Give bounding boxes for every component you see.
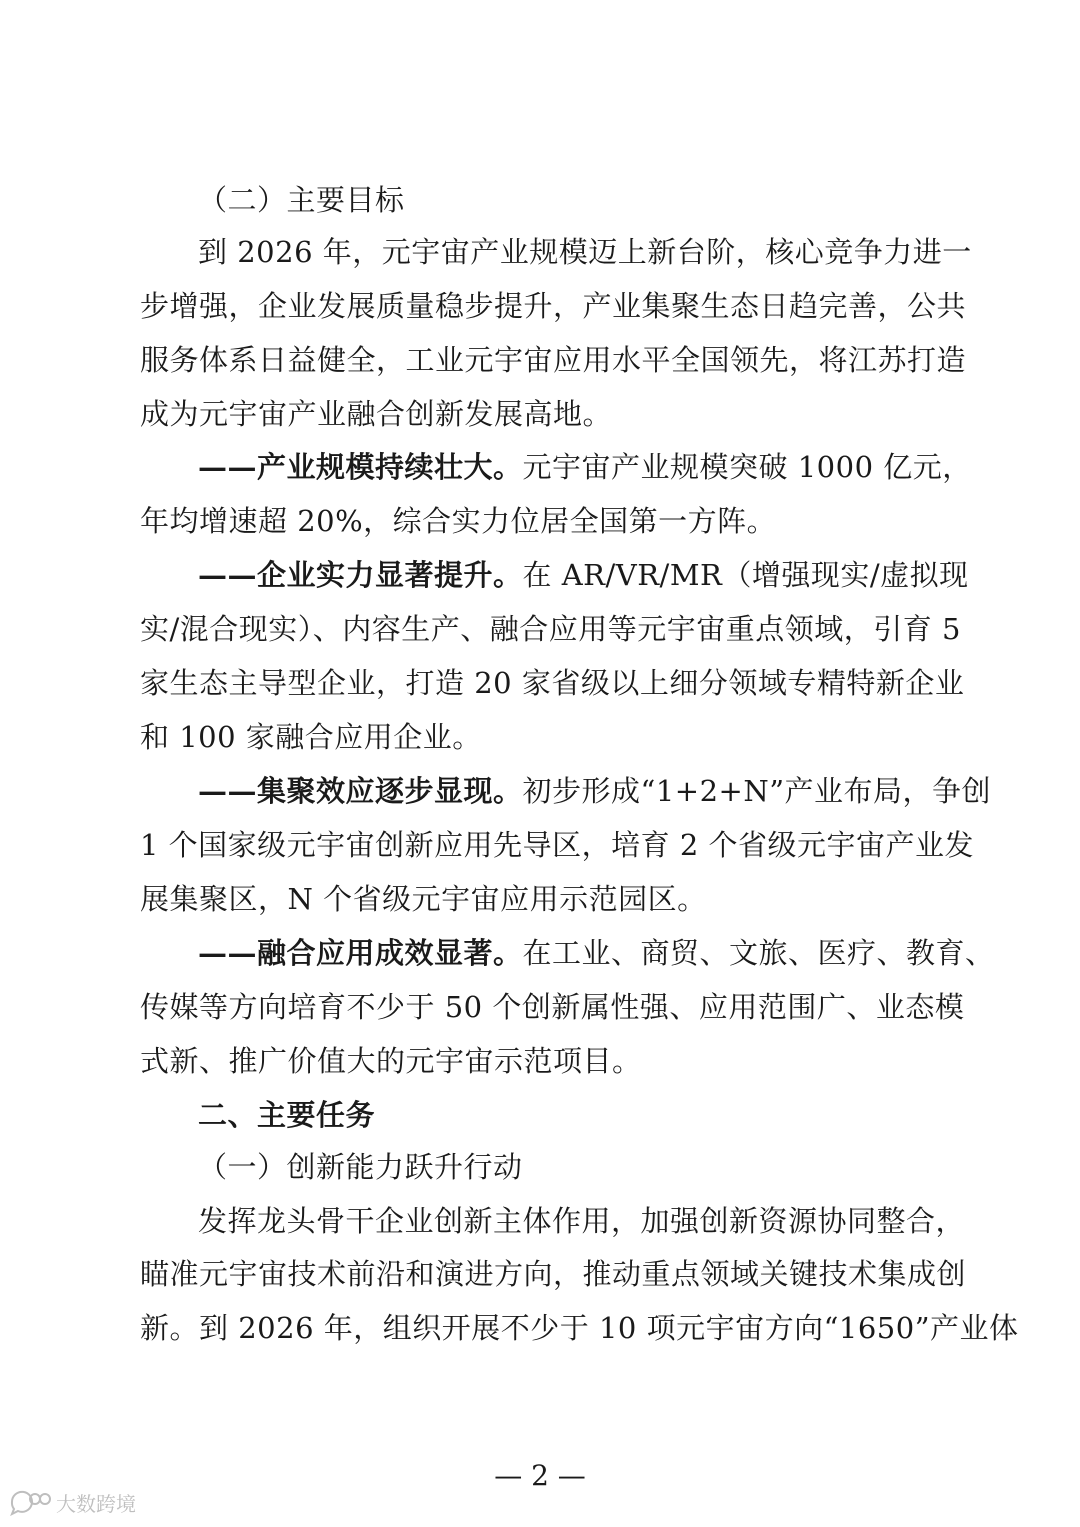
text-line: 服务体系日益健全，工业元宇宙应用水平全国领先，将江苏打造 <box>140 343 967 377</box>
text-line: 新。到 2026 年，组织开展不少于 10 项元宇宙方向“1650”产业体 <box>140 1311 1019 1345</box>
goal-heading: ——产业规模持续壮大。 <box>198 450 523 484</box>
text-line: （一）创新能力跃升行动 <box>198 1150 523 1184</box>
goal-text: 在工业、商贸、文旅、医疗、教育、 <box>522 936 995 970</box>
goal-heading: ——融合应用成效显著。 <box>198 936 523 970</box>
text-line: 二、主要任务 <box>198 1098 376 1132</box>
text-line: 和 100 家融合应用企业。 <box>140 720 482 754</box>
goal-text: 在 AR/VR/MR（增强现实/虚拟现 <box>522 558 969 592</box>
page-number: — 2 — <box>494 1459 586 1492</box>
watermark <box>8 1486 136 1518</box>
text-line: 传媒等方向培育不少于 50 个创新属性强、应用范围广、业态模 <box>140 990 965 1024</box>
watermark-text: 大数跨境 <box>56 1491 136 1516</box>
text-line: 步增强，企业发展质量稳步提升，产业集聚生态日趋完善，公共 <box>140 289 967 323</box>
text-line <box>198 933 995 973</box>
text-line: 瞄准元宇宙技术前沿和演进方向，推动重点领域关键技术集成创 <box>140 1257 967 1291</box>
goal-heading: ——企业实力显著提升。 <box>198 558 523 592</box>
text-line <box>198 555 969 595</box>
goal-text: 初步形成“1+2+N”产业布局，争创 <box>522 774 992 808</box>
text-line: 家生态主导型企业，打造 20 家省级以上细分领域专精特新企业 <box>140 666 965 700</box>
text-line: 年均增速超 20%，综合实力位居全国第一方阵。 <box>140 504 777 538</box>
text-line: 成为元宇宙产业融合创新发展高地。 <box>140 397 613 431</box>
goal-heading: ——集聚效应逐步显现。 <box>198 774 523 808</box>
text-line: （二）主要目标 <box>198 183 405 217</box>
text-line: 1 个国家级元宇宙创新应用先导区，培育 2 个省级元宇宙产业发 <box>140 828 975 862</box>
goal-text: 元宇宙产业规模突破 1000 亿元， <box>522 450 972 484</box>
text-line <box>198 447 972 487</box>
text-line: 展集聚区，N 个省级元宇宙应用示范园区。 <box>140 882 707 916</box>
text-line: 发挥龙头骨干企业创新主体作用，加强创新资源协同整合， <box>198 1204 966 1238</box>
text-line <box>198 771 992 811</box>
text-line: 式新、推广价值大的元宇宙示范项目。 <box>140 1044 642 1078</box>
text-line: 到 2026 年，元宇宙产业规模迈上新台阶，核心竞争力进一 <box>198 235 972 269</box>
chat-bubble-logo-icon <box>8 1488 52 1516</box>
text-line: 实/混合现实）、内容生产、融合应用等元宇宙重点领域，引育 5 <box>140 612 961 646</box>
